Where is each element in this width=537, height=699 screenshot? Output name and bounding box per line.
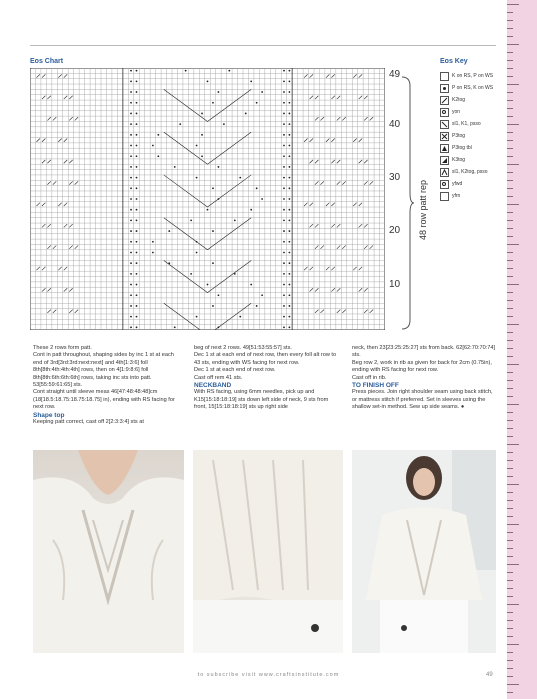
ruler-tick: [507, 140, 513, 141]
paragraph: neck, then 23[23:25:25:27] sts from back. 62[62:70:70:74] sts.: [352, 345, 496, 359]
ruler-tick: [507, 412, 513, 413]
key-item: yon: [440, 106, 510, 118]
ruler-tick: [507, 132, 513, 133]
ruler-tick: [507, 292, 513, 293]
footer-subscribe: to subscribe visit www.craftsinstitute.com: [197, 672, 340, 678]
ruler-tick: [507, 628, 513, 629]
ruler-tick: [507, 316, 513, 317]
page-number: 49: [486, 672, 493, 678]
ruler-tick: [507, 220, 513, 221]
text-column-1: [33, 345, 178, 426]
key-item: sl1, K2tog, psso: [440, 166, 510, 178]
ruler-tick: [507, 76, 513, 77]
ruler-tick: [507, 156, 513, 157]
row-number-30: 30: [389, 172, 401, 183]
ruler-tick: [507, 20, 513, 21]
ruler-tick: [507, 644, 519, 645]
ruler-tick: [507, 212, 513, 213]
ruler-tick: [507, 492, 513, 493]
ruler-tick: [507, 428, 513, 429]
text-column-2: [194, 345, 339, 412]
ruler-tick: [507, 332, 513, 333]
ruler-tick: [507, 396, 513, 397]
paragraph: Dec 1 st at each end of next row, then every foll alt row to 43 sts, ending with WS facing for next row.: [194, 352, 337, 366]
paragraph: Cont in patt throughout, shaping sides by inc 1 st at each end of 3rd[3rd:3rd:next:next] and 4th[1:3:6] foll 8th[8th:4th:4th:4th] rows, then on 4[1:9:8:6] foll 8th[8th:6th:6th:6th] rows, taking inc sts into patt. 53[55:59:61:65] sts.: [33, 352, 174, 389]
ruler-tick: [507, 300, 513, 301]
key-item: yfwd: [440, 178, 510, 190]
ruler-tick: [507, 340, 513, 341]
dot-square-icon: [440, 84, 449, 93]
row-number-40: 40: [389, 119, 401, 130]
blank-square-icon: [440, 72, 449, 81]
ruler-tick: [507, 564, 519, 565]
row-number-20: 20: [389, 225, 401, 236]
knitting-chart: [30, 68, 385, 330]
key-item: K on RS, P on WS: [440, 70, 510, 82]
chart-title: Eos Chart: [30, 58, 64, 65]
pattern-repeat-label: 48 row patt rep: [418, 179, 428, 240]
ruler-tick: [507, 684, 519, 685]
row-number-10: 10: [389, 279, 401, 290]
key-item: K2tog: [440, 94, 510, 106]
key-item: K3tog: [440, 154, 510, 166]
ruler-tick: [507, 404, 519, 405]
ruler-tick: [507, 500, 513, 501]
photo-sleeve-detail: [193, 450, 343, 653]
ruler-tick: [507, 36, 513, 37]
ruler-tick: [507, 692, 513, 693]
ruler-tick: [507, 532, 513, 533]
ruler-tick: [507, 484, 519, 485]
yfwd-icon: [440, 180, 449, 189]
ruler-tick: [507, 508, 513, 509]
yfrn-icon: [440, 192, 449, 201]
paragraph: Cast off in rib.: [352, 374, 387, 381]
key-item: sl1, K1, psso: [440, 118, 510, 130]
chart-key: [440, 70, 510, 202]
skpo-icon: [440, 120, 449, 129]
ruler-tick: [507, 228, 513, 229]
ruler-tick: [507, 596, 513, 597]
ruler-tick: [507, 348, 513, 349]
ruler-tick: [507, 668, 513, 669]
p3tog-tbl-icon: [440, 144, 449, 153]
paragraph: Press pieces. Join right shoulder seam using back stitch, or mattress stitch if preferred. Set in sleeves using the shallow set-in method. Sew up side seams. ●: [352, 389, 493, 411]
paragraph: Cont straight until sleeve meas 46[47:48:48:48]cm (18[18.5:18.75:18.75:18.75] in), ending with RS facing for next row.: [33, 389, 175, 411]
ruler-tick: [507, 460, 513, 461]
p3tog-icon: [440, 132, 449, 141]
ruler-tick: [507, 164, 519, 165]
ruler-tick: [507, 108, 513, 109]
ruler-tick: [507, 260, 513, 261]
section-heading: NECKBAND: [194, 382, 232, 390]
ruler-tick: [507, 364, 519, 365]
sk2po-icon: [440, 168, 449, 177]
ruler-tick: [507, 580, 513, 581]
photo-sweater-closeup: [33, 450, 184, 653]
ruler-tick: [507, 676, 513, 677]
ruler-tick: [507, 420, 513, 421]
key-item: yfrn: [440, 190, 510, 202]
text-column-3: [352, 345, 497, 412]
ruler-tick: [507, 28, 513, 29]
yon-icon: [440, 108, 449, 117]
ruler-tick: [507, 556, 513, 557]
ruler-tick: [507, 68, 513, 69]
ruler-tick: [507, 84, 519, 85]
ruler-tick: [507, 284, 519, 285]
ruler-tick: [507, 444, 519, 445]
ruler-tick: [507, 44, 519, 45]
k3tog-icon: [440, 156, 449, 165]
ruler-tick: [507, 188, 513, 189]
ruler-tick: [507, 308, 513, 309]
paragraph: beg of next 2 rows. 49[51:53:55:57] sts.: [194, 345, 292, 351]
ruler-tick: [507, 180, 513, 181]
ruler-tick: [507, 652, 513, 653]
ruler-tick: [507, 476, 513, 477]
ruler-tick: [507, 204, 519, 205]
ruler-tick: [507, 660, 513, 661]
paragraph: With RS facing, using 6mm needles, pick up and K15[15:18:18:19] sts down left side of neck, 9 sts from front, 15[15:18:18:19] sts up right side: [194, 389, 329, 411]
ruler-tick: [507, 4, 519, 5]
paragraph: Keeping patt correct, cast off 2[2:3:3:4] sts at: [33, 419, 144, 426]
ruler-tick: [507, 100, 513, 101]
ruler-tick: [507, 588, 513, 589]
ruler-tick: [507, 388, 513, 389]
ruler-tick: [507, 244, 519, 245]
ruler-tick: [507, 468, 513, 469]
paragraph: Beg row 2, work in rib as given for back for 2cm (0.75in), ending with RS facing for next row.: [352, 359, 492, 374]
ruler-tick: [507, 380, 513, 381]
repeat-bracket: [400, 76, 416, 330]
ruler-tick: [507, 516, 513, 517]
ruler-tick: [507, 124, 519, 125]
ruler-tick: [507, 372, 513, 373]
key-item: P3tog tbl: [440, 142, 510, 154]
ruler-tick: [507, 268, 513, 269]
ruler-strip: [507, 0, 537, 699]
ruler-tick: [507, 612, 513, 613]
key-item: P3tog: [440, 130, 510, 142]
ruler-tick: [507, 172, 513, 173]
paragraph: Cast off rem 41 sts.: [194, 374, 243, 381]
ruler-tick: [507, 572, 513, 573]
photo-model-full: [352, 450, 496, 653]
paragraph: These 2 rows form patt.: [33, 345, 92, 351]
ruler-tick: [507, 548, 513, 549]
ruler-tick: [507, 116, 513, 117]
ruler-tick: [507, 236, 513, 237]
ruler-tick: [507, 524, 519, 525]
ruler-tick: [507, 620, 513, 621]
ruler-tick: [507, 356, 513, 357]
paragraph: Dec 1 st at each end of next row.: [194, 367, 276, 374]
ruler-tick: [507, 540, 513, 541]
ruler-tick: [507, 12, 513, 13]
key-title: Eos Key: [440, 58, 468, 65]
k2tog-icon: [440, 96, 449, 105]
ruler-tick: [507, 436, 513, 437]
ruler-tick: [507, 148, 513, 149]
row-number-49: 49: [389, 69, 401, 80]
section-heading: TO FINISH OFF: [352, 382, 399, 390]
header-rule: [30, 45, 496, 46]
ruler-tick: [507, 92, 513, 93]
ruler-tick: [507, 604, 519, 605]
ruler-tick: [507, 196, 513, 197]
section-heading: Shape top: [33, 411, 65, 419]
ruler-tick: [507, 636, 513, 637]
key-item: P on RS, K on WS: [440, 82, 510, 94]
ruler-tick: [507, 276, 513, 277]
ruler-tick: [507, 52, 513, 53]
ruler-tick: [507, 60, 513, 61]
ruler-tick: [507, 324, 519, 325]
ruler-tick: [507, 252, 513, 253]
ruler-tick: [507, 452, 513, 453]
